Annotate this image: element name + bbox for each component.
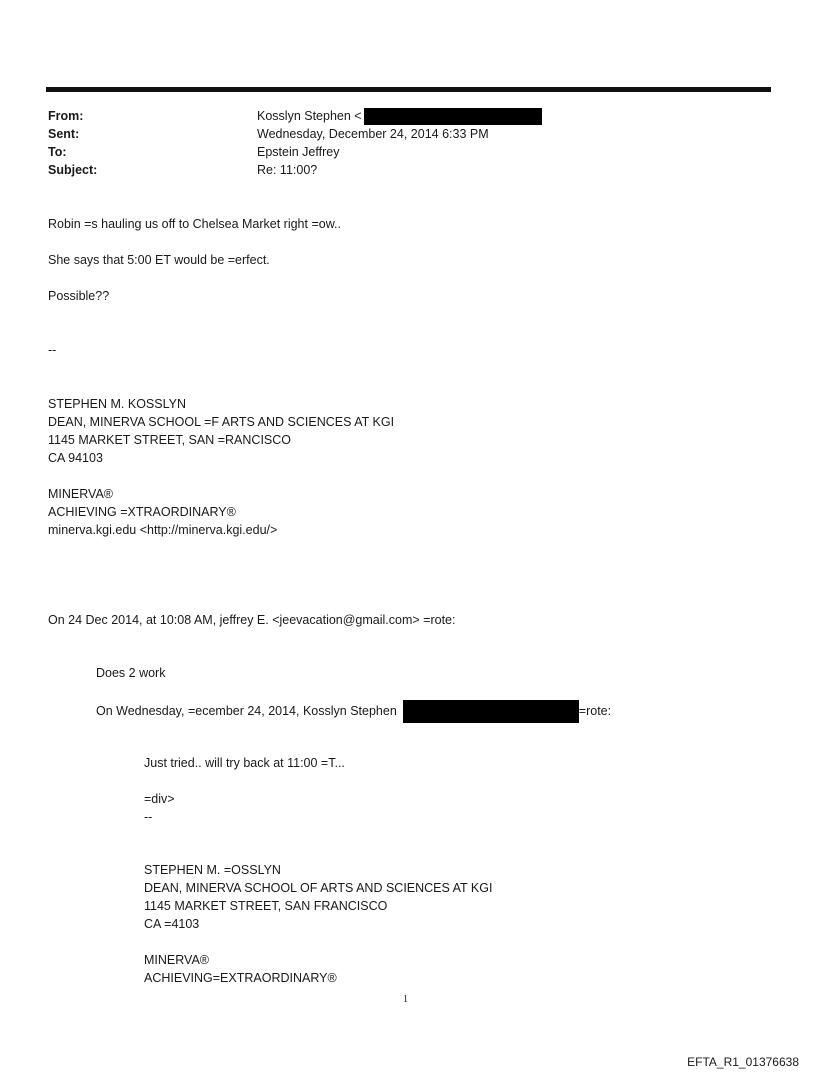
quote-intro-suffix: =rote: [578,703,612,718]
from-row [48,107,748,125]
redaction-box [364,108,542,125]
signature-url: minerva.kgi.edu <http://minerva.kgi.edu/> [48,523,278,537]
quote-intro: On 24 Dec 2014, at 10:08 AM, jeffrey E. <jeevacation@gmail.com> =rote: [48,613,456,627]
to-row [48,143,748,161]
sent-label: Sent: [48,127,80,141]
from-value [257,107,542,125]
signature-name: STEPHEN M. =OSSLYN [144,863,281,877]
subject-label: Subject: [48,163,98,177]
signature-separator: -- [144,810,153,824]
subject-value: Re: 11:00? [257,163,318,177]
from-name: Kosslyn Stephen < [257,109,362,123]
body-line: Possible?? [48,289,110,303]
sent-row [48,125,748,143]
signature-tagline: ACHIEVING =XTRAORDINARY® [48,505,236,519]
signature-title: DEAN, MINERVA SCHOOL OF ARTS AND SCIENCES AT KGI [144,881,493,895]
to-value: Epstein Jeffrey [257,145,340,159]
signature-title: DEAN, MINERVA SCHOOL =F ARTS AND SCIENCES AT KGI [48,415,395,429]
signature-street: 1145 MARKET STREET, SAN FRANCISCO [144,899,388,913]
signature-street: 1145 MARKET STREET, SAN =RANCISCO [48,433,292,447]
to-label: To: [48,145,67,159]
quoted-text: Does 2 work [96,666,166,680]
signature-brand: MINERVA® [48,487,114,501]
quote-intro-text: On Wednesday, =ecember 24, 2014, Kosslyn Stephen [96,703,397,718]
quoted-text: Just tried.. will try back at 11:00 =T... [144,756,345,770]
quoted-markup: =div> [144,792,175,806]
redaction-box [403,700,579,723]
quote-intro [96,700,611,723]
body-line: She says that 5:00 ET would be =erfect. [48,253,270,267]
email-header [48,107,748,179]
from-label: From: [48,109,84,123]
signature-name: STEPHEN M. KOSSLYN [48,397,186,411]
header-rule [46,87,771,92]
document-id: EFTA_R1_01376638 [687,1055,799,1069]
page-number: 1 [403,994,408,1005]
signature-state: CA =4103 [144,917,200,931]
sent-value: Wednesday, December 24, 2014 6:33 PM [257,127,489,141]
subject-row [48,161,748,179]
body-line: Robin =s hauling us off to Chelsea Market right =ow.. [48,217,341,231]
signature-separator: -- [48,343,57,357]
signature-brand: MINERVA® [144,953,210,967]
signature-state: CA 94103 [48,451,103,465]
signature-tagline: ACHIEVING=EXTRAORDINARY® [144,971,337,985]
